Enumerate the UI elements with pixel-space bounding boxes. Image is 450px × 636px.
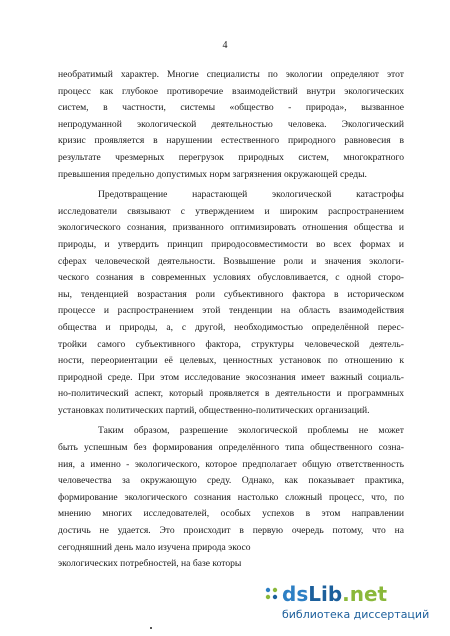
text-line: но-политический аспект, который проявляется в деятельности и программных <box>58 388 404 400</box>
dslib-logo-icon <box>264 586 280 602</box>
text-line: установках политических партий, общественно-политических организаций. <box>58 404 370 416</box>
text-line: тройки самого субъективного фактора, структуры человеческой деятель- <box>58 338 404 350</box>
paragraph-3 <box>58 423 404 572</box>
text-line: общества и природы, а, с другой, необходимостью определённой перес- <box>58 321 404 333</box>
dslib-tagline: библиотека диссертаций <box>282 608 430 621</box>
text-line: результате чрезмерных перегрузок природных систем, многократного <box>58 151 404 163</box>
text-line: ния, а именно - экологического, которое предполагает общую ответственность <box>58 458 404 470</box>
text-line: исследователи связывают с утверждением и широким распространением <box>58 205 404 217</box>
dslib-watermark[interactable] <box>260 580 440 626</box>
text-line: сегодняшний день мало изучена природа экосо <box>58 541 251 553</box>
text-line: процесс как глубокое противоречие взаимодействий внутри экологических <box>58 85 404 97</box>
logo-part-lib: Lib <box>308 582 343 606</box>
text-line: превышения предельно допустимых норм загрязнения окружающей среды. <box>58 168 367 180</box>
text-line: формирование экологического сознания настолько сложный процесс, что, по <box>58 491 404 503</box>
text-line: ны, тенденцией возрастания роли субъективного фактора в историческом <box>58 288 404 300</box>
text-line: систем, в частности, системы «общество - природа», вызванное <box>58 102 404 114</box>
page-number: 4 <box>222 40 228 51</box>
paragraph-2 <box>58 187 404 419</box>
text-line: экологического сознания, призванного оптимизировать отношения общества и <box>58 222 404 234</box>
logo-part-net: .net <box>342 582 388 606</box>
paragraph-1 <box>58 67 404 183</box>
text-line: природной среде. При этом исследование экосознания имеет важный социаль- <box>58 371 404 383</box>
text-line: человечества за окружающую среду. Однако, как показывает практика, <box>58 475 404 487</box>
text-line: Предотвращение нарастающей экологической катастрофы <box>98 189 404 201</box>
text-line: ности, переориентации её целевых, ценностных установок по отношению к <box>58 355 404 367</box>
text-line: Таким образом, разрешение экологической проблемы не может <box>98 425 404 437</box>
text-line: мнению многих исследователей, особых успехов в этом направлении <box>58 508 404 520</box>
dslib-logo-text <box>282 582 387 606</box>
text-line: кризис проявляется в нарушении естественного природного равновесия в <box>58 135 404 147</box>
logo-part-ds: ds <box>282 582 309 606</box>
text-line: непродуманной экологической деятельностью человека. Экологический <box>58 118 404 130</box>
text-line: природы, и утвердить принцип природосовместимости во всех формах и <box>58 238 404 250</box>
text-line: сферах человеческой деятельности. Возвышение роли и значения экологи- <box>58 255 404 267</box>
text-line: быть успешным без формирования определённого типа общественного созна- <box>58 442 404 454</box>
text-line: процессе и распространением этой тенденции на область взаимодействия <box>58 305 404 317</box>
text-line: достичь не удается. Это происходит в первую очередь потому, что на <box>58 525 404 537</box>
scan-mark <box>150 627 152 629</box>
text-line: необратимый характер. Многие специалисты по экологии определяют этот <box>58 69 404 80</box>
text-line: экологических потребностей, на базе которы <box>58 558 242 570</box>
text-line: ческого сознания в современных условиях обусловливается, с одной сторо- <box>58 272 404 284</box>
body-text <box>58 67 404 573</box>
